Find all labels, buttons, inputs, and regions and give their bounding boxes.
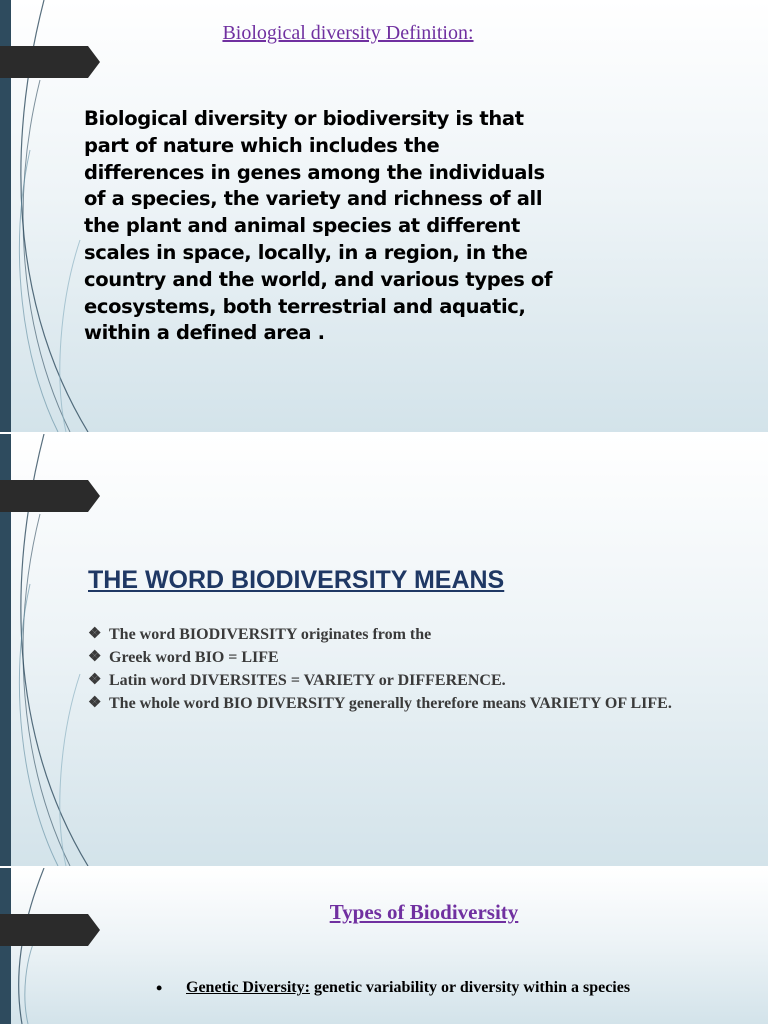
diamond-bullet-icon: ❖ [88, 672, 102, 688]
list-item [156, 976, 676, 1000]
diamond-bullet-icon: ❖ [88, 649, 102, 665]
list-item: ❖ Greek word BIO = LIFE [88, 646, 708, 669]
arrow-tab-icon [0, 480, 100, 512]
swirl-decoration [0, 868, 120, 1024]
list-item: ❖ Latin word DIVERSITES = VARIETY or DIFFERENCE. [88, 669, 708, 692]
list-text: genetic variability or diversity within a species [309, 979, 631, 996]
arrow-tab-icon [0, 46, 100, 78]
list-item: ❖ The word BIODIVERSITY originates from the [88, 623, 708, 646]
slide3-title: Types of Biodiversity [329, 900, 519, 924]
slide1-body: Biological diversity or biodiversity is that part of nature which includes the differences in genes among the individuals of a species, the variety and richness of all the plant and animal species at different scales in space, locally, in a region, in the country and the world, and various types of ecosystems, both terrestrial and aquatic, within a defined area . [84, 107, 553, 345]
list-item: ❖ The whole word BIO DIVERSITY generally therefore means VARIETY OF LIFE. [88, 692, 708, 715]
slide2-title: THE WORD BIODIVERSITY MEANS [88, 566, 505, 594]
slide1-title: Biological diversity Definition: [222, 22, 474, 44]
diamond-bullet-icon: ❖ [88, 695, 102, 711]
diamond-bullet-icon: ❖ [88, 626, 102, 642]
slide-types [0, 868, 768, 1024]
slide2-bullet-list [88, 623, 708, 715]
list-term: Genetic Diversity: [186, 979, 310, 996]
slide3-list [156, 976, 676, 1000]
bullet-dot-icon: • [156, 978, 163, 998]
